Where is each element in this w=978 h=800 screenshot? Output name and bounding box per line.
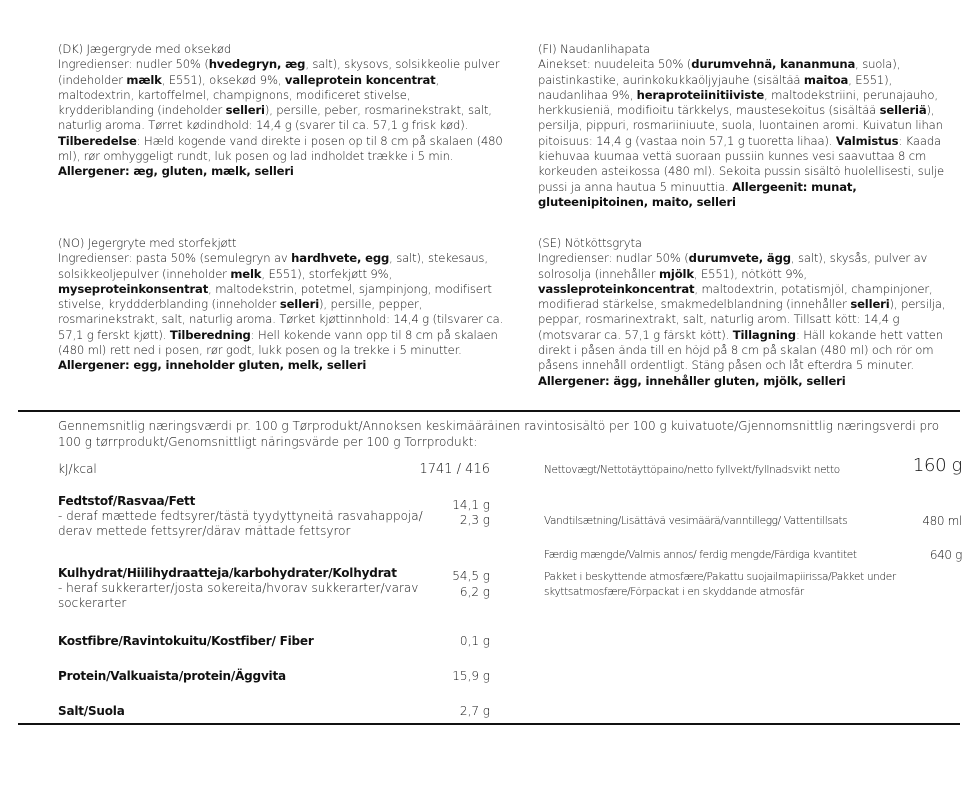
nutrition-row-fat [58, 494, 490, 542]
nutrition-header: Gennemsnitlig næringsværdi pr. 100 g Tørprodukt/Annoksen keskimääräinen ravintosisältö per 100 g kuivatuote/Gjennomsnittlig næringsverdi pro 100 g tørrprodukt/Genomsnittligt näringsvärde per 100 g Torrprodukt: [58, 419, 940, 449]
protein-value: 15,9 g [452, 669, 490, 683]
nutrition-row-salt [58, 704, 490, 720]
nutrition-row-carbs [58, 566, 490, 614]
fibre-value: 0,1 g [459, 634, 490, 648]
ingredients-block-fi [538, 42, 962, 210]
ingredients-title-no: (NO) Jegergryte med storfekjøtt [58, 236, 237, 250]
net-weight-value: 160 g [912, 455, 962, 476]
divider-bottom [18, 723, 960, 725]
ingredients-title-dk: (DK) Jægergryde med oksekød [58, 42, 232, 56]
packed-atmosphere-note: Pakket i beskyttende atmosfære/Pakattu suojailmapiirissa/Pakket under skyttsatmosfære/Förpackat i en skyddande atmosfär [544, 571, 896, 598]
carbs-sugars-value: 6,2 g [459, 585, 490, 599]
water-row [544, 514, 962, 530]
net-weight-label: Nettovægt/Nettotäyttöpaino/netto fyllvekt/fyllnadsvikt netto [544, 464, 840, 476]
net-weight-row [544, 455, 962, 481]
ingredients-block-se [538, 236, 962, 389]
carbs-label: Kulhydrat/Hiilihydraatteja/karbohydrater/Kolhydrat [58, 566, 397, 580]
fat-saturated-label: - deraf mættede fedtsyrer/tästä tyydyttyneitä rasvahappoja/ derav mettede fettsyrer/därav mättade fettsyror [58, 509, 423, 538]
ingredients-text-no: Ingredienser: pasta 50% (semulegryn av hardhvete, egg, salt), stekesaus, solsikkeoljepulver (inneholder melk, E551), storfekjøtt 9%, myseproteinkonsentrat, maltodekstrin, potetmel, sjampinjong, modifisert stivelse, kryddderblanding (inneholder selleri), persille, pepper, rosmarinekstrakt, salt, naturlig aroma. Tørket kjøttinnhold: 14,4 g (tilsvarer ca. 57,1 g ferskt kjøtt). Tilberedning: Hell kokende vann opp til 8 cm på skalaen (480 ml) rett ned i posen, rør godt, lukk posen og la trekke i 5 minutter. Allergener: egg, inneholder gluten, melk, selleri [58, 251, 504, 373]
ingredients-block-dk [58, 42, 506, 180]
finished-row [544, 548, 962, 564]
divider-top [18, 410, 960, 412]
fat-value: 14,1 g [452, 498, 490, 512]
nutrition-row-energy [58, 462, 490, 478]
ingredients-text-dk: Ingredienser: nudler 50% (hvedegryn, æg, salt), skysovs, solsikkeolie pulver (indeholder mælk, E551), oksekød 9%, valleprotein koncentrat, maltodextrin, kartoffelmel, champignons, modificeret stivelse, krydderiblanding (indeholder selleri), persille, peber, rosmarinekstrakt, salt, naturlig aroma. Tørret kødindhold: 14,4 g (svarer til ca. 57,1 g frisk kød). Tilberedelse: Hæld kogende vand direkte i posen op til 8 cm på skalaen (480 ml), rør omhyggeligt rundt, luk posen og lad indholdet trække i 5 min. Allergener: æg, gluten, mælk, selleri [58, 57, 503, 179]
finished-label: Færdig mængde/Valmis annos/ ferdig mengde/Färdiga kvantitet [544, 549, 857, 561]
fibre-label: Kostfibre/Ravintokuitu/Kostfiber/ Fiber [58, 634, 314, 648]
nutrition-row-fibre [58, 634, 490, 650]
nutrition-row-protein [58, 669, 490, 685]
ingredients-title-se: (SE) Nötköttsgryta [538, 236, 642, 250]
salt-value: 2,7 g [459, 704, 490, 718]
energy-value: 1741 / 416 [419, 462, 490, 477]
water-label: Vandtilsætning/Lisättävä vesimäärä/vanntillegg/ Vattentillsats [544, 515, 848, 527]
ingredients-title-fi: (FI) Naudanlihapata [538, 42, 650, 56]
carbs-value: 54,5 g [452, 569, 490, 583]
protein-label: Protein/Valkuaista/protein/Äggvita [58, 669, 286, 683]
ingredients-text-se: Ingredienser: nudlar 50% (durumvete, ägg, salt), skysås, pulver av solrosolja (innehåller mjölk, E551), nötkött 9%, vassleproteinkoncentrat, maltodextrin, potatismjöl, champinjoner, modifierad stärkelse, smakmedelblandning (innehåller selleri), persilja, peppar, rosmarinextrakt, salt, naturlig arom. Tillsatt kött: 14,4 g (motsvarar ca. 57,1 g färskt kött). Tillagning: Häll kokande hett vatten direkt i påsen ända till en höjd på 8 cm på skalan (480 ml) och rör om påsens innehåll ordentligt. Stäng påsen och låt efterdra 5 minuter. Allergener: ägg, innehåller gluten, mjölk, selleri [538, 251, 946, 388]
ingredients-block-no [58, 236, 506, 374]
energy-label: kJ/kcal [58, 462, 97, 476]
water-value: 480 ml [922, 514, 962, 528]
fat-saturated-value: 2,3 g [459, 513, 490, 527]
salt-label: Salt/Suola [58, 704, 125, 718]
finished-value: 640 g [929, 548, 962, 562]
carbs-sugars-label: - heraf sukkerarter/josta sokereita/hvorav sukkerarter/varav sockerarter [58, 581, 419, 610]
fat-label: Fedtstof/Rasvaa/Fett [58, 494, 196, 508]
ingredients-text-fi: Ainekset: nuudeleita 50% (durumvehnä, kananmuna, suola), paistinkastike, aurinkokukkaöljyjauhe (sisältää maitoa, E551), naudanlihaa 9%, heraproteiinitiiviste, maltodekstriini, perunajauho, herkkusieniä, modifioitu tärkkelys, maustesekoitus (sisältää selleriä), persilja, pippuri, rosmariiniuute, suola, luontainen aromi. Kuivatun lihan pitoisuus: 14,4 g (vastaa noin 57,1 g tuoretta lihaa). Valmistus: Kaada kiehuvaa kuumaa vettä suoraan pussiin kunnes vesi saavuttaa 8 cm korkeuden asteikossa (480 ml). Sekoita pussin sisältö huolellisesti, sulje pussi ja anna hautua 5 minuuttia. Allergeenit: munat, gluteenipitoinen, maito, selleri [538, 57, 944, 209]
